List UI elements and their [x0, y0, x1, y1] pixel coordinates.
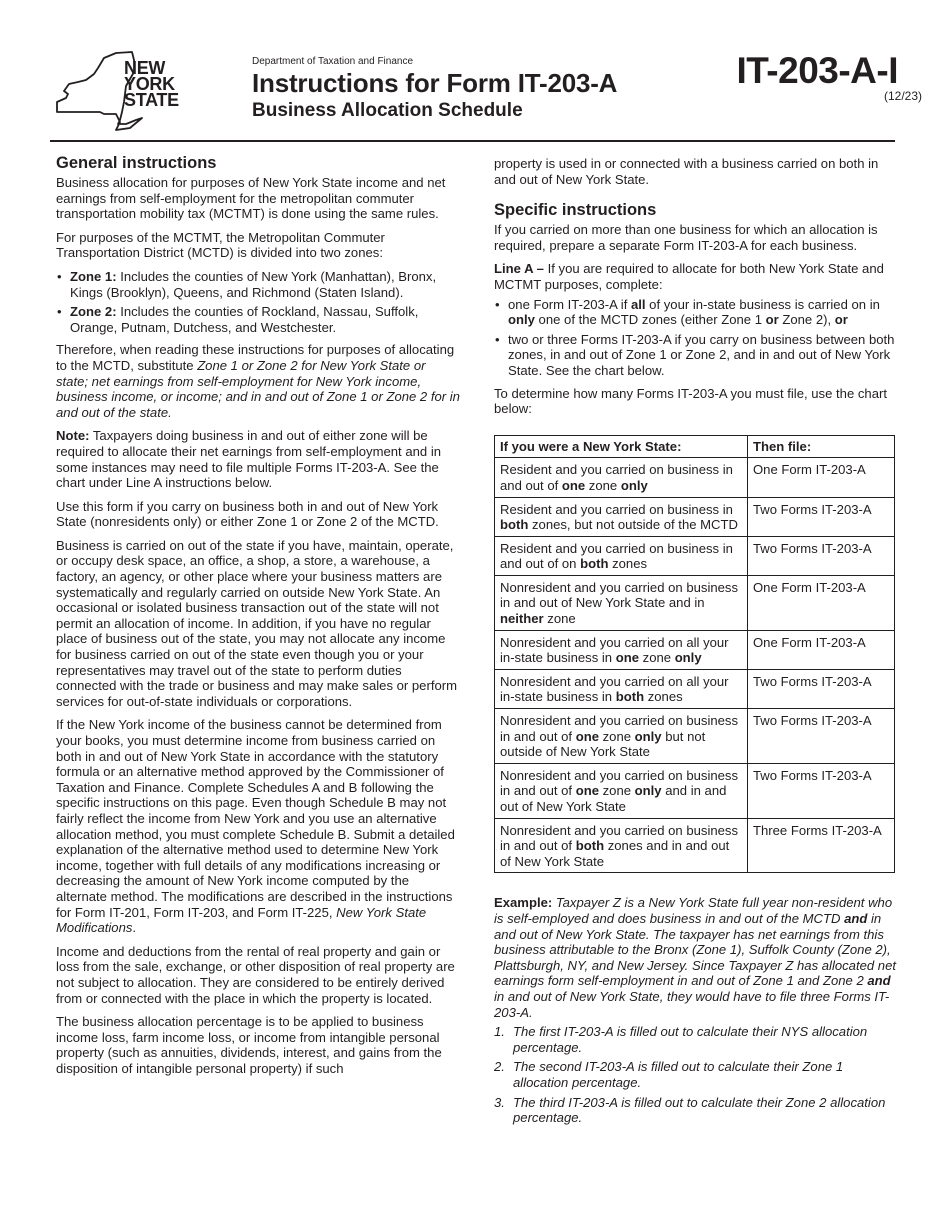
- example-step-2: [494, 1059, 896, 1090]
- p6-plain: If the New York income of the business cannot be determined from your books, you must determine income from business carried on both in and out of New York State in accordance with the statutory formula or an alternative method approved by the Commissioner of Taxation and Finance. Complete Schedules A and B following the specific instructions on this page. Even though Schedule B may not fairly reflect the income from New York and you use an alternative allocation method, you must complete Schedule B. Submit a detailed explanation of the alternative method used to determine New York income, together with full details of any modifications increasing or decreasing the amount of New York income computed by the alternate method. The modifications are described in the instructions for Form IT-201, Form IT-203, and Form IT-225,: [56, 717, 455, 920]
- condition-cell: [495, 575, 748, 630]
- column-header-file: Then file:: [748, 435, 895, 458]
- emphasis-text: and: [867, 973, 891, 989]
- file-cell: Two Forms IT-203-A: [748, 669, 895, 708]
- emphasis-text: only: [620, 477, 648, 493]
- emphasis-text: only: [634, 783, 662, 799]
- zone-1-label: Zone 1:: [70, 268, 117, 284]
- step-number: 2.: [494, 1059, 505, 1075]
- emphasis-text: one: [561, 477, 586, 493]
- text-run: Zone 2),: [778, 312, 835, 328]
- file-cell: One Form IT-203-A: [748, 458, 895, 497]
- zone-1-text: Includes the counties of New York (Manhattan), Bronx, Kings (Brooklyn), Queens, and Richmond (Staten Island).: [70, 268, 437, 300]
- condition-cell: [495, 458, 748, 497]
- step-number: 1.: [494, 1024, 505, 1040]
- text-run: zones: [644, 689, 683, 705]
- condition-cell: [495, 818, 748, 873]
- text-run: Nonresident and you carried on all your in-state business in: [500, 673, 729, 705]
- zone-2-text: Includes the counties of Rockland, Nassau, Suffolk, Orange, Putnam, Dutchess, and Westchester.: [70, 304, 419, 335]
- note-paragraph: [56, 428, 461, 490]
- emphasis-text: one: [575, 783, 599, 799]
- text-run: zones and in and out of New York State: [500, 838, 730, 869]
- text-run: Nonresident and you carried on business in and out of: [500, 822, 739, 854]
- general-paragraph-6: [56, 717, 461, 935]
- text-run: zone: [599, 783, 635, 799]
- emphasis-text: one: [575, 728, 599, 744]
- specific-paragraph-2: To determine how many Forms IT-203-A you must file, use the chart below:: [494, 385, 887, 417]
- zone-2-label: Zone 2:: [70, 304, 117, 320]
- logo-word-york: YORK: [124, 74, 175, 94]
- note-text: Taxpayers doing business in and out of either zone will be required to allocate their net earnings from self-employment and in some instances may need to file multiple Forms IT-203-A. See the chart under Line A instructions below.: [56, 428, 442, 491]
- text-run: in and out of New York State, they would have to file three Forms IT-203-A.: [494, 988, 890, 1020]
- file-cell: Two Forms IT-203-A: [748, 709, 895, 764]
- emphasis-text: and: [844, 910, 868, 926]
- text-run: Resident and you carried on business in and out of on: [500, 540, 733, 572]
- condition-cell: [495, 709, 748, 764]
- emphasis-text: or: [765, 312, 779, 328]
- text-run: one Form IT-203-A if: [508, 296, 631, 312]
- text-run: Taxpayer Z is a New York State full year non-resident who is self-employed and does business in and out of the MCTD: [494, 895, 893, 926]
- page-title: Instructions for Form IT-203-A: [252, 68, 618, 98]
- general-paragraph-4: Use this form if you carry on business both in and out of New York State (nonresidents only) or either Zone 1 or Zone 2 of the MCTD.: [56, 498, 439, 530]
- table-header-row: [495, 435, 895, 458]
- condition-cell: [495, 763, 748, 818]
- general-paragraph-5: Business is carried on out of the state if you have, maintain, operate, or occupy desk space, an office, a shop, a store, a warehouse, a factory, an agency, or other place where your business matters are systematically and regularly carried on outside New York State. An occasional or isolated business transaction out of the state will not permit an allocation of income. In addition, if you have no regular place of business out of the state, you may not allocate any income for business carried on out of the state even though you or your representatives may travel out of the state to perform duties connected with the trade or business and may make sales or perform services for out-of-state individuals or corporations.: [56, 537, 458, 709]
- text-run: zone: [543, 611, 576, 627]
- zones-list: [56, 269, 461, 335]
- table-row: [495, 669, 895, 708]
- emphasis-text: both: [500, 517, 529, 533]
- emphasis-text: both: [615, 689, 645, 705]
- general-paragraph-8-continued: property is used in or connected with a business carried on both in and out of New York State.: [494, 156, 879, 187]
- table-body: [495, 458, 895, 873]
- table-row: [495, 630, 895, 669]
- emphasis-text: or: [834, 312, 848, 328]
- text-run: but not outside of New York State: [500, 728, 706, 760]
- general-paragraph-1: Business allocation for purposes of New York State income and net earnings from self-employment for the metropolitan commuter transportation mobility tax (MCTMT) is done using the same rules.: [56, 175, 446, 222]
- line-a-text: If you are required to allocate for both New York State and MCTMT purposes, complete:: [494, 261, 884, 292]
- file-cell: Two Forms IT-203-A: [748, 536, 895, 575]
- department-name: Department of Taxation and Finance: [252, 56, 414, 67]
- logo-word-state: STATE: [124, 90, 179, 110]
- file-cell: One Form IT-203-A: [748, 630, 895, 669]
- condition-cell: [495, 536, 748, 575]
- text-run: zone: [639, 650, 675, 666]
- note-label: Note:: [56, 428, 90, 444]
- text-run: Resident and you carried on business in and out of: [500, 462, 733, 493]
- emphasis-text: only: [674, 650, 702, 666]
- table-row: [495, 575, 895, 630]
- general-paragraph-7: Income and deductions from the rental of real property and gain or loss from the sale, exchange, or other disposition of real property are not subject to allocation. They are considered to be entirely derived from or connected with the place in which the property is located.: [56, 943, 455, 1006]
- page-header: [0, 0, 950, 145]
- condition-cell: [495, 630, 748, 669]
- line-a-bullet-1: [494, 297, 896, 328]
- revision-date: (12/23): [883, 89, 922, 103]
- zone-2-item: [56, 304, 461, 335]
- step-number: 3.: [494, 1094, 505, 1110]
- page-subtitle: Business Allocation Schedule: [252, 100, 523, 121]
- text-run: zones, but not outside of the MCTD: [528, 517, 738, 533]
- new-york-state-logo: [54, 50, 182, 132]
- text-run: zones: [608, 556, 648, 572]
- left-column: [56, 154, 461, 1084]
- example-step-1: [494, 1024, 896, 1055]
- emphasis-text: only: [508, 312, 535, 328]
- table-row: [495, 709, 895, 764]
- line-a-bullet-2: [494, 332, 896, 379]
- file-cell: Two Forms IT-203-A: [748, 763, 895, 818]
- table-row: [495, 497, 895, 536]
- right-column: [494, 156, 896, 1130]
- line-a-paragraph: [494, 261, 896, 292]
- example-step-3: [494, 1095, 896, 1126]
- table-row: [495, 763, 895, 818]
- header-divider: [50, 140, 895, 142]
- text-run: zone: [599, 728, 635, 744]
- p3-italic: Zone 1 or Zone 2 for New York State or state; net earnings from self-employment for New York income, business income, or income; and in and out of Zone 1 or Zone 2 for in and out of the state.: [56, 357, 460, 420]
- text-run: in and out of New York State. The taxpayer has net earnings from this business attributable to the Bronx (Zone 1), Suffolk County (Zone 2), Plattsburgh, NY, and New Jersey. Since Taxpayer Z has allocated net earnings form self-employment in and out of Zone 1 and Zone 2: [494, 910, 897, 989]
- example-label: Example:: [494, 895, 553, 911]
- file-cell: One Form IT-203-A: [748, 575, 895, 630]
- step-text: The second IT-203-A is filled out to calculate their Zone 1 allocation percentage.: [513, 1059, 844, 1090]
- general-paragraph-8: The business allocation percentage is to be applied to business income loss, farm income loss, or income from intangible personal property (such as annuities, dividends, interest, and gains from the disposition of intangible personal property) if such: [56, 1014, 442, 1076]
- logo-word-new: NEW: [124, 58, 166, 78]
- emphasis-text: both: [575, 838, 605, 854]
- text-run: Nonresident and you carried on business in and out of: [500, 767, 739, 799]
- condition-cell: [495, 497, 748, 536]
- table-row: [495, 536, 895, 575]
- file-cell: Two Forms IT-203-A: [748, 497, 895, 536]
- forms-to-file-table: [494, 435, 895, 874]
- text-run: Resident and you carried on business in: [500, 501, 733, 517]
- text-run: zone: [585, 477, 621, 493]
- emphasis-text: both: [580, 556, 609, 572]
- condition-cell: [495, 669, 748, 708]
- column-header-condition: If you were a New York State:: [495, 435, 748, 458]
- emphasis-text: one: [615, 650, 640, 666]
- p3-plain: Therefore, when reading these instructions for purposes of allocating to the MCTD, substitute: [56, 342, 455, 373]
- logo-wordmark: [124, 60, 179, 108]
- table-row: [495, 818, 895, 873]
- file-cell: Three Forms IT-203-A: [748, 818, 895, 873]
- general-paragraph-3: [56, 342, 461, 420]
- general-paragraph-2: For purposes of the MCTMT, the Metropolitan Commuter Transportation District (MCTD) is divided into two zones:: [56, 229, 385, 261]
- text-run: Nonresident and you carried on business in and out of: [500, 713, 739, 744]
- text-run: Nonresident and you carried on all your in-state business in: [500, 634, 729, 666]
- zone-1-item: [56, 269, 461, 300]
- example-paragraph: [494, 895, 896, 1020]
- emphasis-text: neither: [500, 611, 544, 627]
- step-text: The third IT-203-A is filled out to calculate their Zone 2 allocation percentage.: [513, 1094, 886, 1126]
- text-run: one of the MCTD zones (either Zone 1: [534, 312, 766, 328]
- emphasis-text: all: [630, 296, 646, 312]
- table-row: [495, 458, 895, 497]
- text-run: and in and out of New York State: [500, 783, 727, 814]
- form-id: IT-203-A-I: [736, 50, 898, 91]
- emphasis-text: only: [634, 728, 662, 744]
- line-a-bullets: [494, 297, 896, 379]
- line-a-label: Line A –: [494, 261, 544, 277]
- p6-end: .: [132, 920, 137, 936]
- step-text: The first IT-203-A is filled out to calculate their NYS allocation percentage.: [513, 1024, 868, 1055]
- text-run: of your in-state business is carried on in: [645, 296, 880, 312]
- text-run: two or three Forms IT-203-A if you carry on business between both zones, in and out of Zone 1 or Zone 2, and in and out of New York State. See the chart below.: [508, 331, 895, 378]
- general-instructions-heading: General instructions: [56, 154, 217, 172]
- specific-paragraph-1: If you carried on more than one business for which an allocation is required, prepare a separate Form IT-203-A for each business.: [494, 222, 878, 253]
- example-steps-list: [494, 1024, 896, 1126]
- specific-instructions-heading: Specific instructions: [494, 201, 657, 220]
- text-run: Nonresident and you carried on business in and out of New York State and in: [500, 579, 739, 611]
- p6-italic: New York State Modifications: [56, 904, 427, 936]
